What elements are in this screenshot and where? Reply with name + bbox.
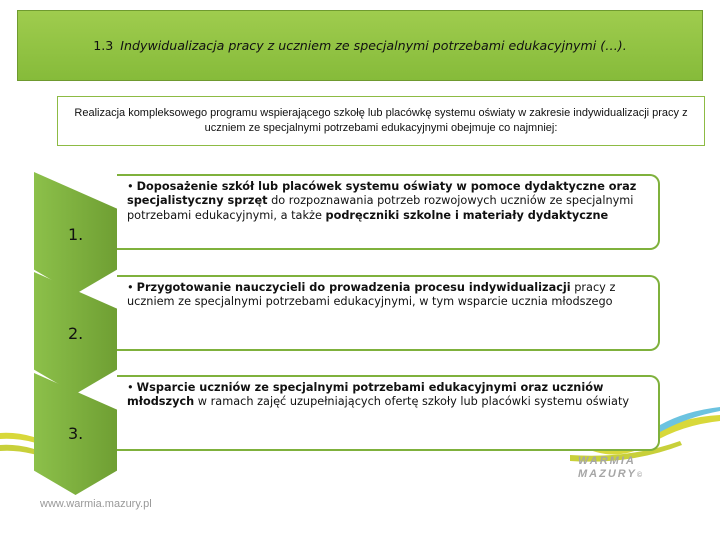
title-bar [17, 10, 703, 81]
item-box-1: • Doposażenie szkół lub placówek systemu oświaty w pomoce dydaktyczne oraz specjalistyczny sprzęt do rozpoznawania potrzeb rozwojowych uczniów ze specjalnymi potrzebami edukacyjnymi, a także podręczniki szkolne i materiały dydaktyczne [117, 174, 660, 250]
section-number: 1.3 [93, 38, 114, 53]
warmia-mazury-logo [578, 455, 658, 493]
logo-line-1: WARMIA [578, 455, 636, 467]
item-number-1: 1. [68, 225, 84, 244]
item-1-text-part-2: specjalistyczny sprzęt [127, 194, 268, 208]
intro-box [57, 96, 705, 146]
item-2-text-part-2: pracy z uczniem ze specjalnymi potrzebami edukacyjnymi, w tym wsparcie ucznia młodszego [127, 281, 616, 309]
logo-mark: © [636, 472, 643, 479]
item-3-text-part-2: w ramach zajęć uzupełniających ofertę szkoły lub placówki systemu oświaty [194, 395, 630, 409]
item-box-2: • Przygotowanie nauczycieli do prowadzenia procesu indywidualizacji pracy z uczniem ze specjalnymi potrzebami edukacyjnymi, w tym wsparcie ucznia młodszego [117, 275, 660, 351]
item-3-text-part-1: Wsparcie uczniów ze specjalnymi potrzebami edukacyjnymi oraz uczniów młodszych [127, 381, 604, 409]
item-number-2: 2. [68, 324, 84, 343]
item-box-3: • Wsparcie uczniów ze specjalnymi potrzebami edukacyjnymi oraz uczniów młodszych w ramach zajęć uzupełniających ofertę szkoły lub placówki systemu oświaty [117, 375, 660, 451]
item-1-text-part-4: podręczniki szkolne i materiały dydaktyczne [325, 208, 609, 222]
page-title: Indywidualizacja pracy z uczniem ze specjalnymi potrzebami edukacyjnymi (…). [120, 38, 627, 53]
logo-line-2: MAZURY [578, 468, 637, 480]
item-number-3: 3. [68, 424, 84, 443]
item-2-text-part-1: Przygotowanie nauczycieli do prowadzenia procesu indywidualizacji [136, 281, 571, 294]
item-1-text-part-3: do rozpoznawania potrzeb rozwojowych uczniów ze specjalnymi potrzebami edukacyjnymi, a także [127, 194, 634, 222]
item-1-text-part-1: Doposażenie szkół lub placówek systemu oświaty w pomoce dydaktyczne oraz [136, 180, 637, 193]
footer-url: www.warmia.mazury.pl [40, 498, 152, 510]
intro-text: Realizacja kompleksowego programu wspierającego szkołę lub placówkę systemu oświaty w zakresie indywidualizacji pracy z uczniem ze specjalnymi potrzebami edukacyjnymi obejmuje co najmniej: [74, 107, 688, 134]
